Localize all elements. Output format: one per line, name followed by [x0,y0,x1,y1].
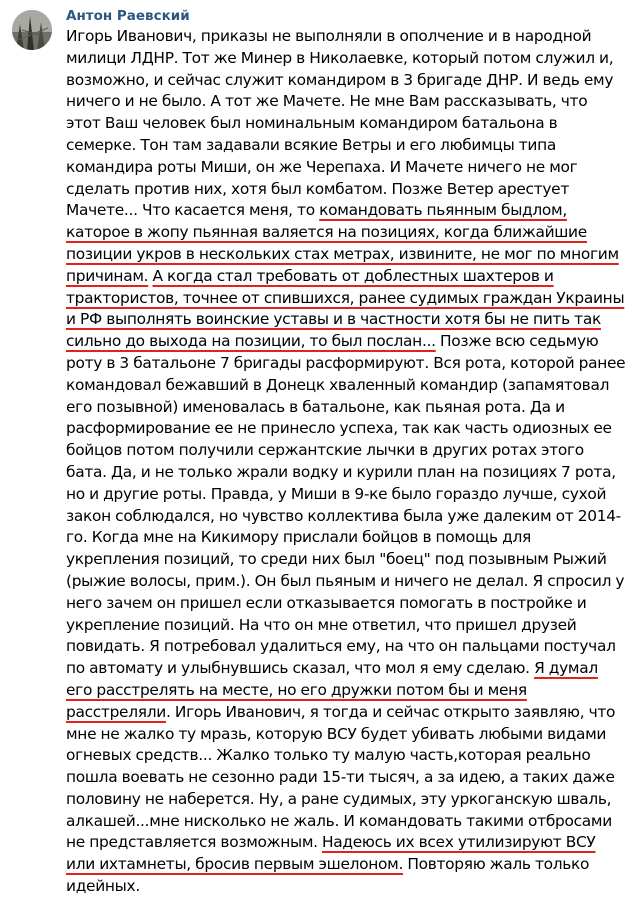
underlined-text-segment: Я думал его расстрелять на месте, но его дружки потом бы и меня расстреляли [66,659,598,721]
text-segment: Игорь Иванович, приказы не выполняли в ополчение и в народной милици ЛДНР. Тот же Минер в Николаевке, который потом служил и, возможно, и сейчас служит командиром в 3 бригаде ДНР. И ведь ему ничего и не было. А тот же Мачете. Не мне Вам рассказывать, что этот Ваш человек был номинальным командиром батальона в семерке. Тон там задавали всякие Ветры и его любимцы типа командира роты Миши, он же Черепаха. И Мачете ничего не мог сделать против них, хотя был комбатом. Позже Ветер арестует Мачете... Что касается меня, то [66,27,614,220]
underlined-text-segment: командовать пьянным быдлом, катороe в жопу пьянная валяется на позициях, когда ближайшие позиции укров в нескольких стах метрах, извините, не мог по многим причинам. [66,201,619,285]
comment-text [66,26,626,898]
avatar-photo-icon [12,10,52,50]
text-segment: Повторяю жаль только идейных. [66,855,590,896]
underlined-text-segment: Надеюсь их всех утилизируют ВСУ или ихтамнеты, бросив первым эшелоном. [66,833,596,874]
author-name[interactable]: Антон Раевский [66,8,190,24]
underlined-text-segment: А когда стал требовать от доблестных шахтеров и трактористов, точнее от спившихся, ранее судимых граждан Украины и РФ выполнять воинские уставы и в частности хотя бы не пить так сильно до выхода на позиции, то был послан... [66,266,625,351]
text-segment: Позже всю седьмую роту в 3 батальоне 7 бригады расформируют. Вся рота, которой ранее командовал бежавший в Донецк хваленный командир (запамятовал его позывной) именовалась в батальоне, как пьяная рота. Да и расформирование ее не принесло успеха, так как часть одиозных ее бойцов потом получили сержантские лычки в других ротах этого бата. Да, и не только жрали водку и курили план на позициях 7 рота, но и другие роты. Правда, у Миши в 9-ке было гораздо лучше, сухой закон соблюдался, но чувство коллектива была уже далеким от 2014-го. Когда мне на Кикимору прислали бойцов в помощь для укрепления позиций, то среди них был "боец" под позывным Рыжий (рыжие волосы, прим.). Он был пьяным и ничего не делал. Я спросил у него зачем он пришел если отказывается помогать в постройке и укрепление позиций. На что он мне ответил, что пришел друзей повидать. Я потребовал удалиться ему, на что он пальцами постучал по автомату и улыбнувшись сказал, что мол я ему сделаю. [66,332,626,678]
avatar[interactable] [12,10,52,50]
text-segment: . Игорь Иванович, я тогда и сейчас открыто заявляю, что мне не жалко ту мразь, которую ВСУ будет убивать любыми видами огневых средств... Жалко только ту малую часть,которая реально пошла воевать не сезонно ради 15-ти тысяч, а за идею, а таких даже половину не наберется. Ну, а ране судимых, эту уркоганскую швaль, алкашей...мне нисколько не жаль. И командовать такими отбросами не представляется возможным. [66,702,616,852]
